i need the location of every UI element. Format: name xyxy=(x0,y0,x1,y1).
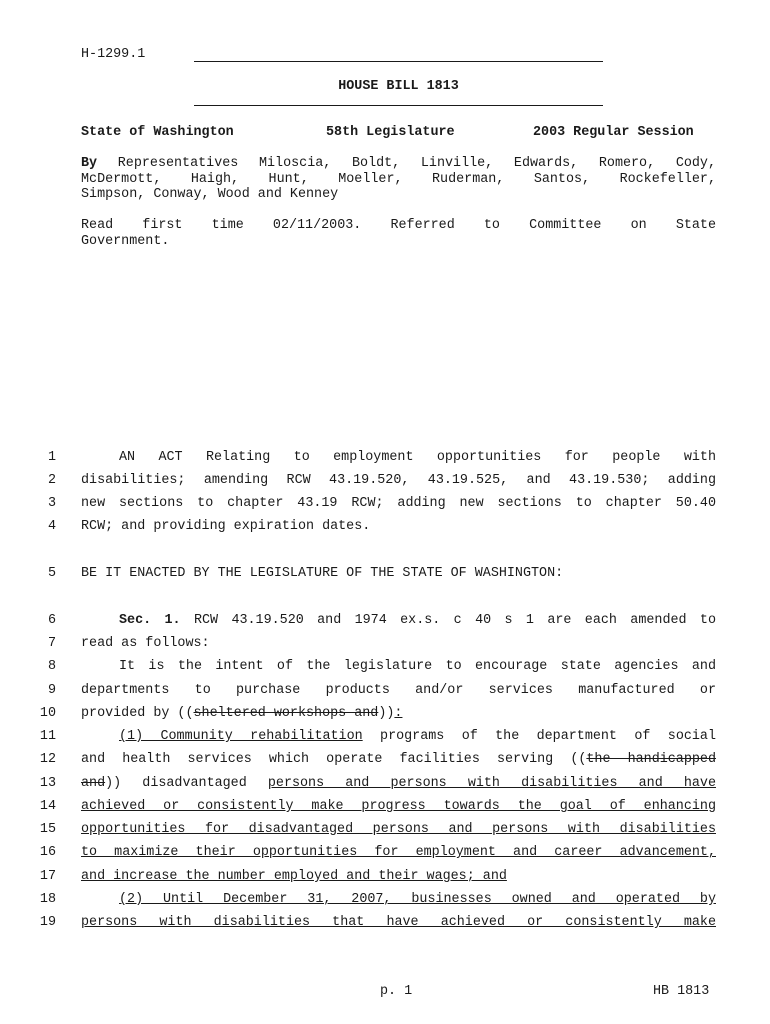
body-line-2: disabilities; amending RCW 43.19.520, 43.19.525, and 43.19.530; adding xyxy=(81,473,716,488)
body-line-18 xyxy=(81,892,716,908)
read-line-2: Government. xyxy=(81,234,170,249)
line-number: 11 xyxy=(39,729,56,744)
body-line-17 xyxy=(81,869,716,885)
sponsors-line-2: McDermott, Haigh, Hunt, Moeller, Ruderman, Santos, Rockefeller, xyxy=(81,172,716,187)
body-line-19: persons with disabilities that have achieved or consistently make xyxy=(81,915,716,930)
line-text: programs of the department of social xyxy=(362,729,716,744)
line-text: RCW 43.19.520 and 1974 ex.s. c 40 s 1 are each amended to xyxy=(180,613,717,628)
struck-text: and xyxy=(81,776,106,791)
line-number: 18 xyxy=(39,892,56,907)
bill-title: HOUSE BILL 1813 xyxy=(338,79,459,94)
body-line-15: opportunities for disadvantaged persons and persons with disabilities xyxy=(81,822,716,837)
body-line-12 xyxy=(81,752,716,768)
struck-text: the handicapped xyxy=(586,752,716,767)
line-number: 10 xyxy=(39,706,56,721)
sponsors-prefix: By xyxy=(81,156,98,171)
body-line-11 xyxy=(81,729,716,745)
read-line-1: Read first time 02/11/2003. Referred to Committee on State xyxy=(81,218,716,233)
line-text: It is the intent of the legislature to encourage state agencies and xyxy=(119,659,716,674)
line-number: 14 xyxy=(39,799,56,814)
body-line-4: RCW; and providing expiration dates. xyxy=(81,519,371,534)
body-line-16: to maximize their opportunities for employment and career advancement, xyxy=(81,845,716,860)
line-number: 6 xyxy=(47,613,56,628)
state-name: State of Washington xyxy=(81,125,234,140)
sponsors-line-1 xyxy=(81,156,716,172)
body-line-13 xyxy=(81,776,716,792)
inserted-text: and increase the number employed and their wages; and xyxy=(81,869,507,884)
legislature: 58th Legislature xyxy=(326,125,455,140)
line-number: 1 xyxy=(47,450,56,465)
line-number: 2 xyxy=(47,473,56,488)
body-line-3: new sections to chapter 43.19 RCW; adding new sections to chapter 50.40 xyxy=(81,496,716,511)
line-number: 16 xyxy=(39,845,56,860)
body-line-10 xyxy=(81,706,716,722)
line-number: 3 xyxy=(47,496,56,511)
section-heading: Sec. 1. xyxy=(119,613,181,628)
header-rule-top xyxy=(194,61,603,62)
page-number: p. 1 xyxy=(380,984,413,999)
inserted-text: (1) Community rehabilitation xyxy=(119,729,363,744)
inserted-text: : xyxy=(394,706,403,721)
line-text: AN ACT Relating to employment opportunities for people with xyxy=(119,450,716,465)
line-number: 17 xyxy=(39,869,56,884)
line-text: )) disadvantaged xyxy=(105,776,268,791)
inserted-text: persons and persons with disabilities and have xyxy=(267,776,716,791)
sponsors-line-3: Simpson, Conway, Wood and Kenney xyxy=(81,187,339,202)
line-number: 15 xyxy=(39,822,56,837)
indent xyxy=(81,892,119,908)
line-number: 7 xyxy=(47,636,56,651)
line-number: 9 xyxy=(47,683,56,698)
body-line-6 xyxy=(81,613,716,629)
sponsors-text-1: Representatives Miloscia, Boldt, Linville, Edwards, Romero, Cody, xyxy=(97,156,716,171)
line-number: 12 xyxy=(39,752,56,767)
line-number: 19 xyxy=(39,915,56,930)
inserted-text: (2) Until December 31, 2007, businesses owned and operated by xyxy=(119,892,716,907)
session: 2003 Regular Session xyxy=(533,125,694,140)
body-line-7: read as follows: xyxy=(81,636,210,651)
body-line-8 xyxy=(81,659,716,675)
line-number: 8 xyxy=(47,659,56,674)
line-text: and health services which operate facilities serving (( xyxy=(81,752,587,767)
header-rule-bottom xyxy=(194,105,603,106)
line-number: 5 xyxy=(47,566,56,581)
line-number: 4 xyxy=(47,519,56,534)
enacting-clause: BE IT ENACTED BY THE LEGISLATURE OF THE STATE OF WASHINGTON: xyxy=(81,566,564,581)
line-text: provided by (( xyxy=(81,706,194,721)
draft-id: H-1299.1 xyxy=(81,47,146,62)
body-line-9: departments to purchase products and/or services manufactured or xyxy=(81,683,716,698)
body-line-1 xyxy=(81,450,716,466)
bill-reference: HB 1813 xyxy=(653,984,710,999)
line-text: )) xyxy=(378,706,395,721)
line-number: 13 xyxy=(39,776,56,791)
body-line-14: achieved or consistently make progress towards the goal of enhancing xyxy=(81,799,716,814)
struck-text: sheltered workshops and xyxy=(193,706,379,721)
